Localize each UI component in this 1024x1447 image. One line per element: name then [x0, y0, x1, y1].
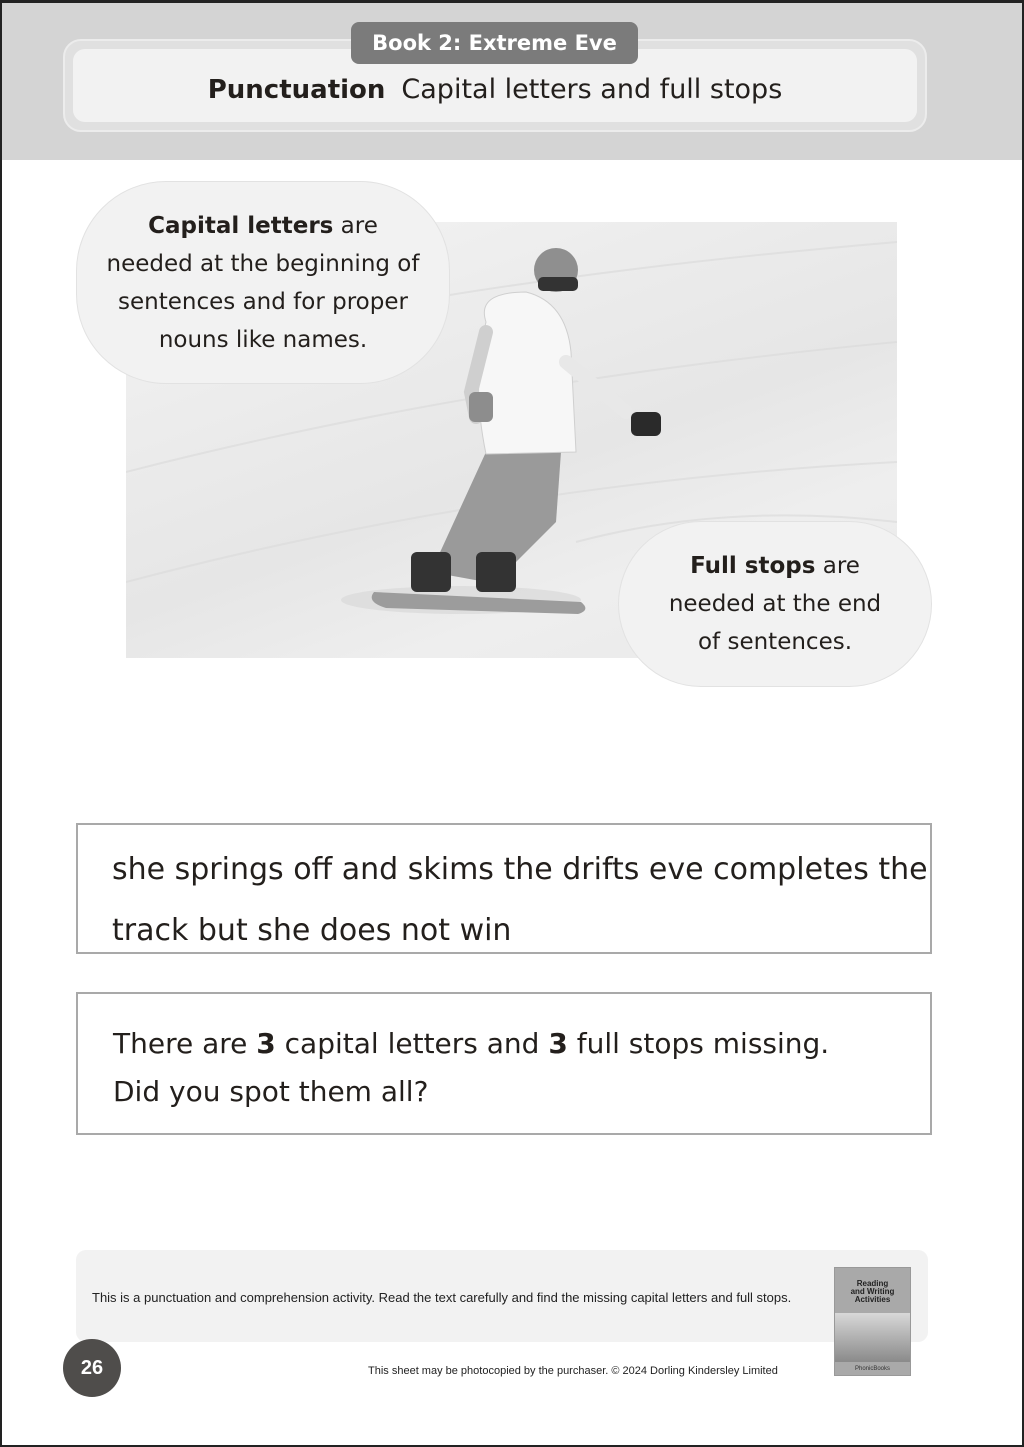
teacher-note: This is a punctuation and comprehension activity. Read the text carefully and find the missing capital letters and full stops. [76, 1250, 928, 1342]
exercise-line: she springs off and skims the drifts eve completes the [112, 852, 928, 887]
exercise-text-box [76, 823, 932, 954]
book-tab: Book 2: Extreme Eve [351, 22, 638, 64]
header-band [2, 3, 1022, 160]
full-stops-bubble: Full stops are needed at the end of sentences. [618, 521, 932, 687]
exercise-line: track but she does not win [112, 913, 512, 948]
hint-line-1: There are 3 capital letters and 3 full stops missing. [113, 1027, 830, 1060]
bubble-keyword: Capital letters [148, 212, 334, 239]
title-subtopic: Capital letters and full stops [401, 74, 783, 105]
hint-box [76, 992, 932, 1135]
bubble-line: needed at the beginning of [106, 250, 420, 277]
page-number: 26 [63, 1339, 121, 1397]
cover-photo [835, 1313, 910, 1362]
bubble-line: sentences and for proper [118, 288, 408, 315]
title-topic: Punctuation [207, 74, 386, 105]
fullstop-count: 3 [548, 1027, 568, 1060]
hint-line-2: Did you spot them all? [113, 1075, 429, 1108]
cover-title: Reading and Writing Activities [850, 1279, 895, 1304]
bubble-line: of sentences. [697, 629, 853, 655]
copyright-notice: This sheet may be photocopied by the purchaser. © 2024 Dorling Kindersley Limited [368, 1365, 778, 1377]
capital-count: 3 [256, 1027, 276, 1060]
bubble-line: needed at the end [668, 591, 882, 617]
book-cover-thumbnail [834, 1267, 911, 1376]
bubble-keyword: Full stops [690, 553, 816, 579]
capital-letters-bubble: Capital letters are needed at the beginning of sentences and for proper nouns like names. [76, 181, 450, 384]
bubble-line: nouns like names. [158, 326, 368, 353]
cover-logo: PhonicBooks [854, 1366, 891, 1372]
